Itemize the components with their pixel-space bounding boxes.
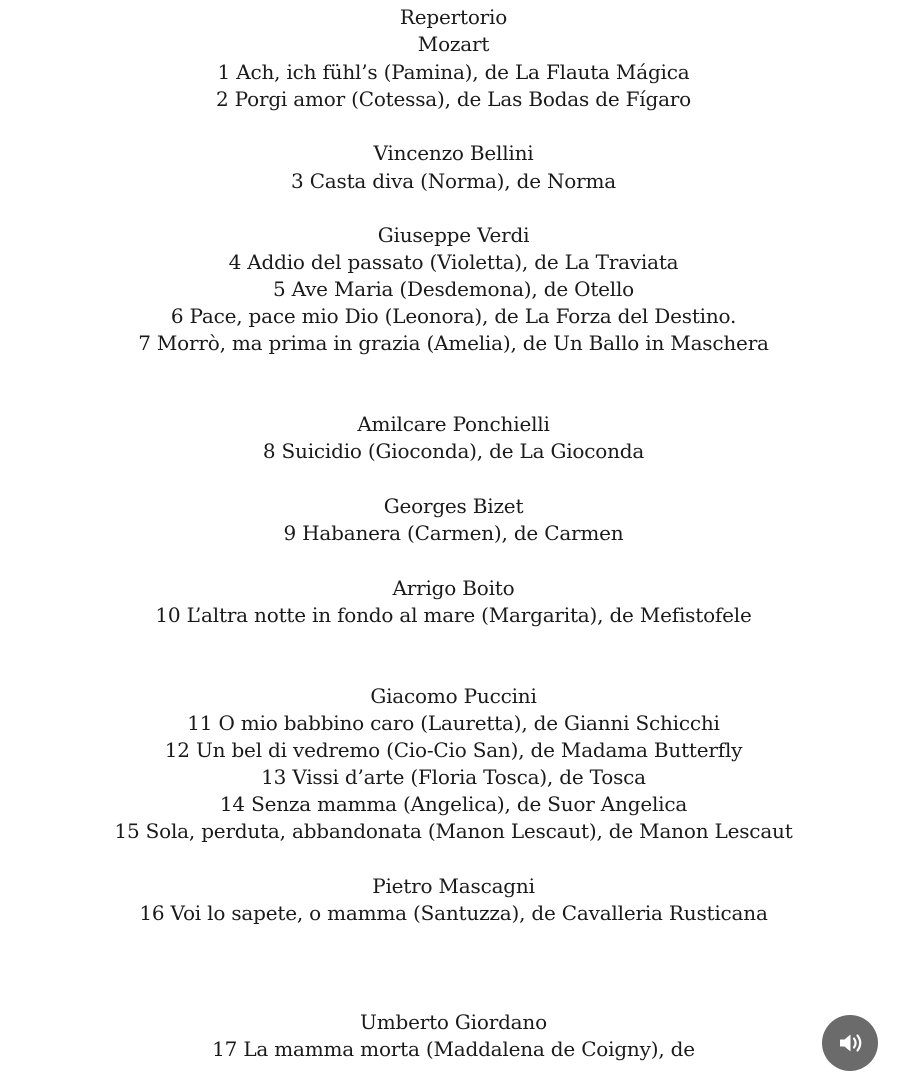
repertoire-item: 15 Sola, perduta, abbandonata (Manon Lescaut), de Manon Lescaut	[114, 819, 793, 843]
repertoire-item: 16 Voi lo sapete, o mamma (Santuzza), de Cavalleria Rusticana	[139, 901, 768, 925]
composer-heading: Georges Bizet	[383, 494, 524, 518]
repertoire-item: 1 Ach, ich fühl’s (Pamina), de La Flauta Mágica	[217, 60, 690, 84]
repertoire-item: 6 Pace, pace mio Dio (Leonora), de La Forza del Destino.	[170, 304, 737, 328]
composer-heading: Umberto Giordano	[360, 1010, 547, 1034]
composer-heading: Pietro Mascagni	[372, 874, 535, 898]
repertoire-item: 14 Senza mamma (Angelica), de Suor Angelica	[219, 792, 688, 816]
repertoire-item: 10 L’altra notte in fondo al mare (Margarita), de Mefistofele	[155, 603, 752, 627]
repertoire-item: 9 Habanera (Carmen), de Carmen	[283, 521, 624, 545]
repertoire-item: 2 Porgi amor (Cotessa), de Las Bodas de Fígaro	[215, 87, 692, 111]
repertoire-item: 8 Suicidio (Gioconda), de La Gioconda	[262, 439, 645, 463]
repertoire-item: 4 Addio del passato (Violetta), de La Traviata	[228, 250, 679, 274]
composer-heading: Arrigo Boito	[392, 576, 515, 600]
composer-heading: Giacomo Puccini	[370, 684, 537, 708]
composer-heading: Giuseppe Verdi	[377, 223, 530, 247]
repertoire-item: 5 Ave Maria (Desdemona), de Otello	[272, 277, 635, 301]
composer-heading: Mozart	[417, 32, 490, 56]
composer-heading: Vincenzo Bellini	[373, 141, 534, 165]
repertoire-item: 12 Un bel di vedremo (Cio-Cio San), de Madama Butterfly	[164, 738, 743, 762]
repertoire-item: 11 O mio babbino caro (Lauretta), de Gianni Schicchi	[187, 711, 720, 735]
document-title: Repertorio	[399, 5, 508, 29]
repertoire-item: 17 La mamma morta (Maddalena de Coigny), de	[212, 1037, 695, 1061]
speaker-volume-icon	[835, 1028, 865, 1058]
repertoire-item: 3 Casta diva (Norma), de Norma	[291, 169, 616, 193]
repertoire-item: 13 Vissi d’arte (Floria Tosca), de Tosca	[261, 765, 646, 789]
composer-heading: Amilcare Ponchielli	[357, 412, 550, 436]
sound-button[interactable]	[822, 1015, 878, 1071]
repertoire-item: 7 Morrò, ma prima in grazia (Amelia), de Un Ballo in Maschera	[138, 331, 769, 355]
